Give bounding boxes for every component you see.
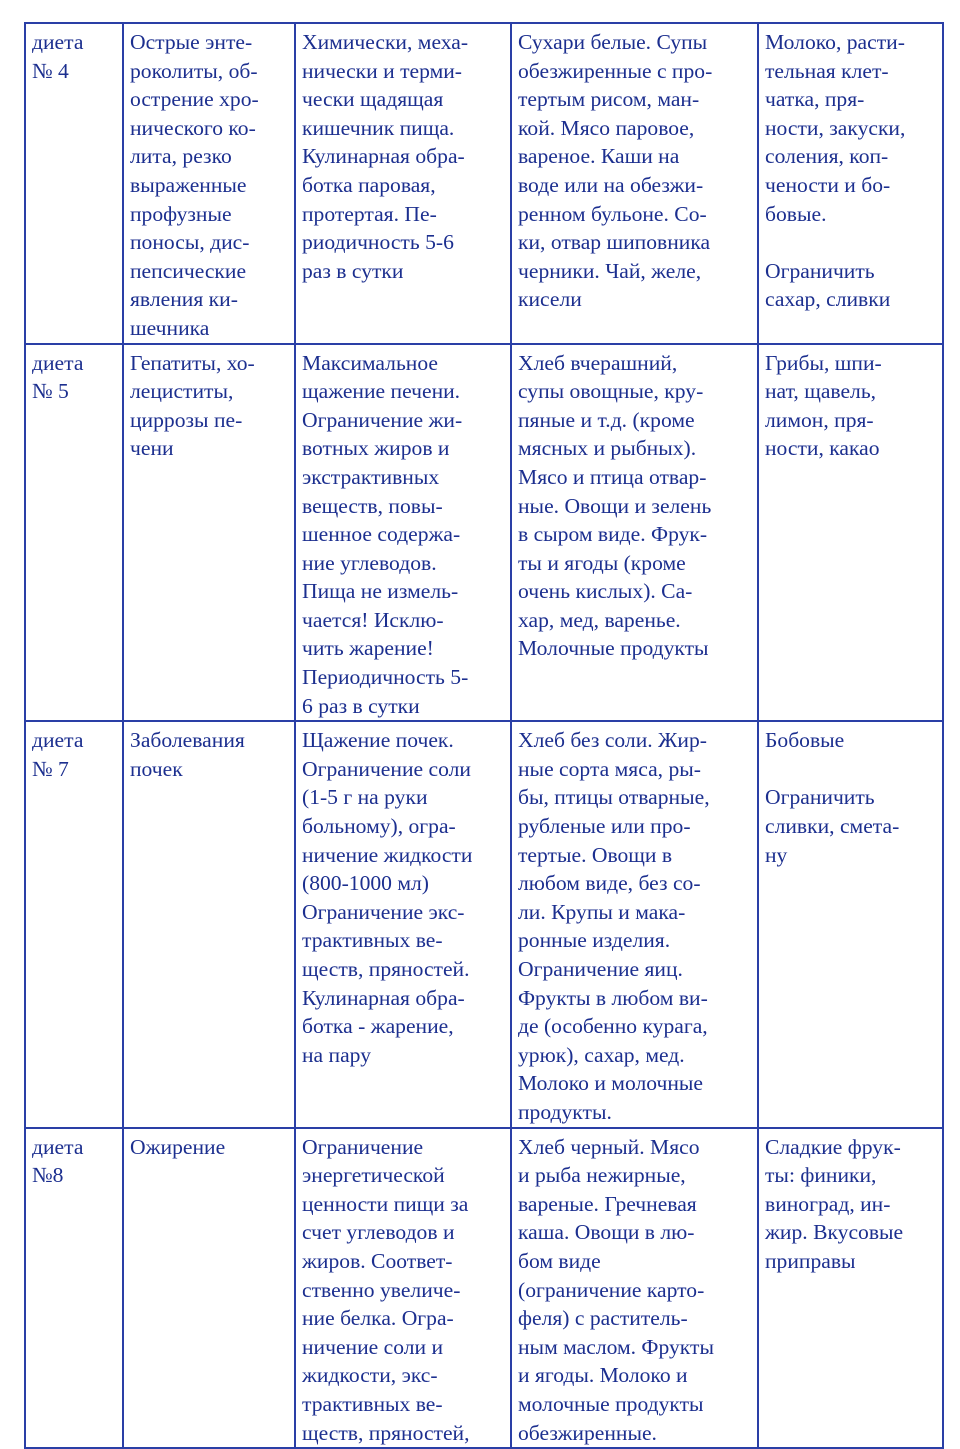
cell-text-line: хар, мед, варенье. bbox=[518, 607, 681, 632]
diet-table bbox=[24, 22, 944, 1449]
features-cell bbox=[295, 344, 511, 722]
indications-cell bbox=[123, 721, 295, 1127]
cell-text-line: вареные. Гречневая bbox=[518, 1191, 697, 1216]
cell-text-line: виноград, ин- bbox=[765, 1191, 891, 1216]
cell-text-line: чатка, пря- bbox=[765, 87, 865, 112]
cell-text-line: ценности пищи за bbox=[302, 1191, 469, 1216]
cell-text-line: на пару bbox=[302, 1042, 371, 1067]
cell-text-line: ществ, пряностей. bbox=[302, 957, 470, 981]
cell-text-line: профузные bbox=[130, 201, 232, 226]
cell-text-line: чености и бо- bbox=[765, 172, 891, 197]
cell-text-line: нат, щавель, bbox=[765, 379, 877, 404]
cell-text-line: сливки, смета- bbox=[765, 814, 900, 839]
cell-text-line: Бобовые bbox=[765, 728, 845, 753]
cell-text-line: поносы, дис- bbox=[130, 230, 250, 255]
cell-text-line: ли. Крупы и мака- bbox=[518, 899, 686, 924]
cell-text-line: ности, какао bbox=[765, 436, 880, 461]
cell-text-line: Ожирение bbox=[130, 1134, 226, 1159]
table-row bbox=[25, 23, 943, 344]
blank-line-spacer bbox=[765, 755, 936, 784]
cell-text-line: Ограничение экс- bbox=[302, 899, 465, 924]
cell-text-line: протертая. Пе- bbox=[302, 201, 437, 226]
cell-text-line: тельная клет- bbox=[765, 58, 889, 83]
cell-text-line: жир. Вкусовые bbox=[765, 1220, 904, 1245]
cell-text-line: нического ко- bbox=[130, 115, 256, 140]
cell-text-line: Ограничение жи- bbox=[302, 407, 463, 432]
cell-text-line: трактивных ве- bbox=[302, 928, 443, 953]
cell-text-line: пепсические bbox=[130, 258, 247, 283]
cell-text-line: сахар, сливки bbox=[765, 287, 891, 312]
cell-text-line: продукты. bbox=[518, 1099, 612, 1124]
cell-text-line: мясных и рыбных). bbox=[518, 436, 697, 461]
cell-text-line: чается! Исклю- bbox=[302, 607, 444, 632]
cell-text-line: черники. Чай, желе, bbox=[518, 258, 702, 283]
cell-text-line: бовые. bbox=[765, 201, 827, 226]
excluded-foods-cell bbox=[758, 721, 943, 1127]
cell-text-line: ты и ягоды (кроме bbox=[518, 550, 686, 575]
diet-cell bbox=[25, 344, 123, 722]
allowed-foods-cell bbox=[511, 344, 758, 722]
cell-text-line: экстрактивных bbox=[302, 464, 440, 489]
cell-text-line: ничение жидкости bbox=[302, 842, 473, 867]
cell-text-line: и рыба нежирные, bbox=[518, 1163, 686, 1188]
cell-text-line: Максимальное bbox=[302, 350, 438, 375]
cell-text-line: нически и терми- bbox=[302, 58, 462, 83]
cell-text-line: урюк), сахар, мед. bbox=[518, 1042, 685, 1067]
cell-text-line: ничение соли и bbox=[302, 1334, 444, 1359]
cell-text-line: трактивных ве- bbox=[302, 1391, 443, 1416]
cell-text-line: кишечник пища. bbox=[302, 115, 455, 140]
cell-text-line: Хлеб без соли. Жир- bbox=[518, 728, 707, 753]
cell-text-line: вотных жиров и bbox=[302, 436, 450, 461]
excluded-foods-cell bbox=[758, 23, 943, 344]
cell-text-line: роколиты, об- bbox=[130, 58, 258, 83]
cell-text-line: щажение печени. bbox=[302, 379, 461, 404]
cell-text-line: каша. Овощи в лю- bbox=[518, 1220, 695, 1245]
cell-text-line: бом виде bbox=[518, 1248, 601, 1273]
cell-text-line: (ограничение карто- bbox=[518, 1277, 705, 1302]
cell-text-line: диета bbox=[32, 350, 84, 375]
cell-text-line: тертые. Овощи в bbox=[518, 842, 673, 867]
indications-cell bbox=[123, 23, 295, 344]
cell-text-line: диета bbox=[32, 30, 84, 54]
cell-text-line: чить жарение! bbox=[302, 636, 434, 661]
cell-text-line: ну bbox=[765, 842, 788, 867]
cell-text-line: феля) с раститель- bbox=[518, 1306, 688, 1331]
cell-text-line: Ограничение яиц. bbox=[518, 957, 683, 981]
cell-text-line: в сыром виде. Фрук- bbox=[518, 522, 708, 547]
cell-text-line: чени bbox=[130, 436, 174, 461]
cell-text-line: № 7 bbox=[32, 756, 69, 781]
cell-text-line: Ограничить bbox=[765, 258, 875, 283]
cell-text-line: жидкости, экс- bbox=[302, 1363, 438, 1388]
cell-text-line: любом виде, без со- bbox=[518, 871, 701, 896]
cell-text-line: Сухари белые. Супы bbox=[518, 30, 708, 54]
cell-text-line: риодичность 5-6 bbox=[302, 230, 454, 255]
cell-text-line: Грибы, шпи- bbox=[765, 350, 882, 375]
allowed-foods-cell bbox=[511, 23, 758, 344]
cell-text-line: очень кислых). Са- bbox=[518, 579, 693, 604]
cell-text-line: ности, закуски, bbox=[765, 115, 906, 140]
cell-text-line: Хлеб черный. Мясо bbox=[518, 1134, 700, 1159]
cell-text-line: ботка паровая, bbox=[302, 172, 436, 197]
allowed-foods-cell bbox=[511, 721, 758, 1127]
cell-text-line: Химически, меха- bbox=[302, 30, 469, 54]
features-cell bbox=[295, 23, 511, 344]
cell-text-line: молочные продукты bbox=[518, 1391, 704, 1416]
cell-text-line: №8 bbox=[32, 1163, 64, 1188]
diet-cell bbox=[25, 23, 123, 344]
cell-text-line: Ограничение bbox=[302, 1134, 424, 1159]
cell-text-line: острение хро- bbox=[130, 87, 259, 112]
cell-text-line: ки, отвар шиповника bbox=[518, 230, 711, 255]
table-row bbox=[25, 344, 943, 722]
cell-text-line: диета bbox=[32, 1134, 84, 1159]
cell-text-line: выраженные bbox=[130, 172, 247, 197]
cell-text-line: раз в сутки bbox=[302, 258, 404, 283]
cell-text-line: явления ки- bbox=[130, 287, 238, 312]
cell-text-line: ные сорта мяса, ры- bbox=[518, 756, 701, 781]
table-row bbox=[25, 721, 943, 1127]
cell-text-line: ние углеводов. bbox=[302, 550, 437, 575]
cell-text-line: (1-5 г на руки bbox=[302, 785, 428, 810]
cell-text-line: рубленые или про- bbox=[518, 814, 691, 839]
cell-text-line: де (особенно курага, bbox=[518, 1014, 708, 1039]
cell-text-line: кой. Мясо паровое, bbox=[518, 115, 695, 140]
cell-text-line: энергетической bbox=[302, 1163, 445, 1188]
cell-text-line: ты: финики, bbox=[765, 1163, 877, 1188]
features-cell bbox=[295, 721, 511, 1127]
cell-text-line: шенное содержа- bbox=[302, 522, 461, 547]
excluded-foods-cell bbox=[758, 1128, 943, 1449]
cell-text-line: Фрукты в любом ви- bbox=[518, 985, 708, 1010]
cell-text-line: лита, резко bbox=[130, 144, 232, 169]
cell-text-line: Заболевания bbox=[130, 728, 245, 753]
cell-text-line: (800-1000 мл) bbox=[302, 871, 429, 896]
cell-text-line: больному), огра- bbox=[302, 814, 456, 839]
cell-text-line: Кулинарная обра- bbox=[302, 144, 465, 169]
cell-text-line: Молоко и молочные bbox=[518, 1071, 703, 1096]
table-row bbox=[25, 1128, 943, 1449]
excluded-foods-cell bbox=[758, 344, 943, 722]
cell-text-line: Периодичность 5- bbox=[302, 665, 469, 690]
cell-text-line: ные. Овощи и зелень bbox=[518, 493, 712, 518]
cell-text-line: лимон, пря- bbox=[765, 407, 874, 432]
cell-text-line: чески щадящая bbox=[302, 87, 444, 112]
cell-text-line: пяные и т.д. (кроме bbox=[518, 407, 695, 432]
cell-text-line: Пища не измель- bbox=[302, 579, 459, 604]
cell-text-line: Молоко, расти- bbox=[765, 30, 905, 54]
cell-text-line: ным маслом. Фрукты bbox=[518, 1334, 714, 1359]
cell-text-line: ренном бульоне. Со- bbox=[518, 201, 707, 226]
cell-text-line: № 5 bbox=[32, 379, 69, 404]
cell-text-line: ственно увеличе- bbox=[302, 1277, 461, 1302]
cell-text-line: ботка - жарение, bbox=[302, 1014, 454, 1039]
cell-text-line: циррозы пе- bbox=[130, 407, 243, 432]
cell-text-line: Ограничить bbox=[765, 785, 875, 810]
indications-cell bbox=[123, 344, 295, 722]
cell-text-line: Гепатиты, хо- bbox=[130, 350, 255, 375]
cell-text-line: Ограничение соли bbox=[302, 756, 471, 781]
cell-text-line: жиров. Соответ- bbox=[302, 1248, 453, 1273]
cell-text-line: счет углеводов и bbox=[302, 1220, 455, 1245]
cell-text-line: Молочные продукты bbox=[518, 636, 709, 661]
cell-text-line: обезжиренные с про- bbox=[518, 58, 713, 83]
cell-text-line: тертым рисом, ман- bbox=[518, 87, 700, 112]
cell-text-line: воде или на обезжи- bbox=[518, 172, 704, 197]
cell-text-line: 6 раз в сутки bbox=[302, 693, 420, 718]
cell-text-line: соления, коп- bbox=[765, 144, 889, 169]
cell-text-line: Мясо и птица отвар- bbox=[518, 464, 707, 489]
cell-text-line: кисели bbox=[518, 287, 582, 312]
cell-text-line: веществ, повы- bbox=[302, 493, 443, 518]
cell-text-line: шечника bbox=[130, 315, 210, 340]
cell-text-line: лециститы, bbox=[130, 379, 234, 404]
cell-text-line: почек bbox=[130, 756, 183, 781]
cell-text-line: ронные изделия. bbox=[518, 928, 671, 953]
cell-text-line: обезжиренные. bbox=[518, 1420, 657, 1445]
cell-text-line: вареное. Каши на bbox=[518, 144, 680, 169]
cell-text-line: ществ, пряностей, bbox=[302, 1420, 470, 1445]
cell-text-line: приправы bbox=[765, 1248, 856, 1273]
cell-text-line: диета bbox=[32, 728, 84, 753]
cell-text-line: Хлеб вчерашний, bbox=[518, 350, 678, 375]
indications-cell bbox=[123, 1128, 295, 1449]
cell-text-line: № 4 bbox=[32, 58, 69, 83]
cell-text-line: Сладкие фрук- bbox=[765, 1134, 901, 1159]
cell-text-line: и ягоды. Молоко и bbox=[518, 1363, 688, 1388]
cell-text-line: Щажение почек. bbox=[302, 728, 454, 753]
cell-text-line: супы овощные, кру- bbox=[518, 379, 704, 404]
cell-text-line: ние белка. Огра- bbox=[302, 1306, 454, 1331]
cell-text-line: Кулинарная обра- bbox=[302, 985, 465, 1010]
features-cell bbox=[295, 1128, 511, 1449]
diet-cell bbox=[25, 1128, 123, 1449]
blank-line-spacer bbox=[765, 228, 936, 257]
allowed-foods-cell bbox=[511, 1128, 758, 1449]
cell-text-line: Острые энте- bbox=[130, 30, 253, 54]
diet-cell bbox=[25, 721, 123, 1127]
cell-text-line: бы, птицы отварные, bbox=[518, 785, 710, 810]
